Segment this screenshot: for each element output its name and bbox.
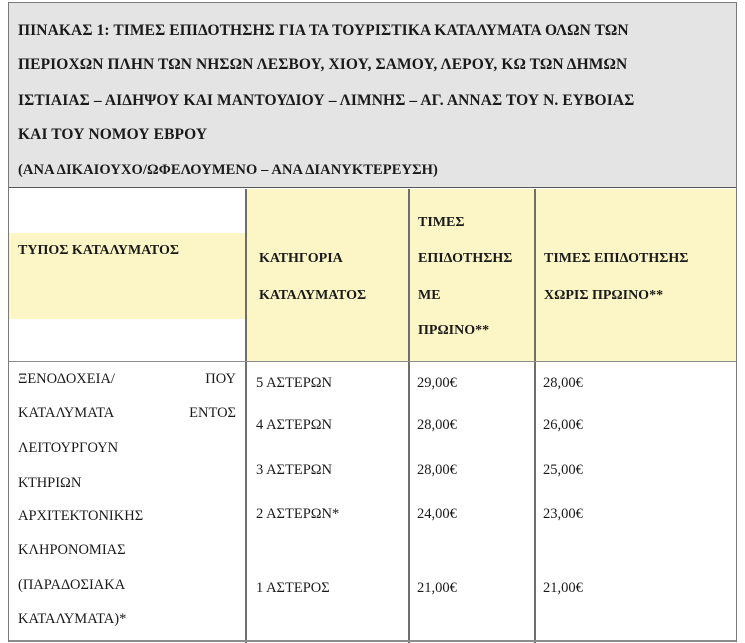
price-without-cell: 25,00€ xyxy=(543,462,583,478)
header-with-line-3: ΜΕ xyxy=(418,288,441,303)
column-divider xyxy=(408,189,410,643)
title-line-1: ΠΙΝΑΚΑΣ 1: ΤΙΜΕΣ ΕΠΙΔΟΤΗΣΗΣ ΓΙΑ ΤΑ ΤΟΥΡΙΣΤΙΚΑ ΚΑΤΑΛΥΜΑΤΑ ΟΛΩΝ ΤΩΝ xyxy=(18,22,629,39)
type-line-3: ΛΕΙΤΟΥΡΓΟΥΝ xyxy=(18,440,119,456)
price-with-cell: 28,00€ xyxy=(417,462,457,478)
title-line-4: ΚΑΙ ΤΟΥ ΝΟΜΟΥ ΕΒΡΟΥ xyxy=(18,126,208,143)
type-line-5: ΑΡΧΙΤΕΚΤΟΝΙΚΗΣ xyxy=(18,508,144,524)
type-word: ΕΝΤΟΣ xyxy=(189,405,236,421)
price-without-cell: 28,00€ xyxy=(543,375,583,391)
price-without-cell: 26,00€ xyxy=(543,417,583,433)
type-word: ΚΑΤΑΛΥΜΑΤΑ xyxy=(18,405,115,421)
subsidy-table xyxy=(8,2,737,642)
title-line-3: ΙΣΤΙΑΙΑΣ – ΑΙΔΗΨΟΥ ΚΑΙ ΜΑΝΤΟΥΔΙΟΥ – ΛΙΜΝΗΣ – ΑΓ. ΑΝΝΑΣ ΤΟΥ Ν. ΕΥΒΟΙΑΣ xyxy=(18,92,635,109)
price-without-cell: 21,00€ xyxy=(543,580,583,596)
header-with-line-2: ΕΠΙΔΟΤΗΣΗΣ xyxy=(418,251,513,266)
price-with-cell: 24,00€ xyxy=(417,506,457,522)
category-cell: 5 ΑΣΤΕΡΩΝ xyxy=(256,375,333,391)
table-title xyxy=(9,3,736,188)
column-divider xyxy=(245,189,247,643)
type-line-7: (ΠΑΡΑΔΟΣΙΑΚΑ xyxy=(18,577,126,593)
category-cell: 3 ΑΣΤΕΡΩΝ xyxy=(256,462,333,478)
header-type-label: ΤΥΠΟΣ ΚΑΤΑΛΥΜΑΤΟΣ xyxy=(18,243,180,258)
header-divider xyxy=(9,361,736,362)
title-line-5: (ΑΝΑ ΔΙΚΑΙΟΥΧΟ/ΩΦΕΛΟΥΜΕΝΟ – ΑΝΑ ΔΙΑΝΥΚΤΕΡΕΥΣΗ) xyxy=(18,162,438,178)
category-cell: 4 ΑΣΤΕΡΩΝ xyxy=(256,417,333,433)
header-without-breakfast xyxy=(536,189,736,361)
price-with-cell: 29,00€ xyxy=(417,375,457,391)
type-line-4: ΚΤΗΡΙΩΝ xyxy=(18,475,82,491)
header-without-line-1: ΤΙΜΕΣ ΕΠΙΔΟΤΗΣΗΣ xyxy=(544,251,689,266)
column-divider xyxy=(534,189,536,643)
header-with-line-4: ΠΡΩΙΝΟ** xyxy=(418,323,490,338)
header-category-line-2: ΚΑΤΑΛΥΜΑΤΟΣ xyxy=(259,288,367,303)
header-type xyxy=(9,189,245,361)
header-category xyxy=(247,189,408,361)
header-without-line-2: ΧΩΡΙΣ ΠΡΩΙΝΟ** xyxy=(544,288,664,303)
type-word: ΠΟΥ xyxy=(205,371,236,387)
type-word: ΞΕΝΟΔΟΧΕΙΑ/ xyxy=(18,371,115,387)
header-category-line-1: ΚΑΤΗΓΟΡΙΑ xyxy=(259,251,343,266)
price-without-cell: 23,00€ xyxy=(543,506,583,522)
price-with-cell: 28,00€ xyxy=(417,417,457,433)
header-with-line-1: ΤΙΜΕΣ xyxy=(418,215,465,230)
type-line-6: ΚΛΗΡΟΝΟΜΙΑΣ xyxy=(18,542,126,558)
category-cell: 2 ΑΣΤΕΡΩΝ* xyxy=(256,506,340,522)
category-cell: 1 ΑΣΤΕΡΟΣ xyxy=(256,580,330,596)
type-line-2 xyxy=(18,405,236,422)
header-with-breakfast xyxy=(410,189,534,361)
type-line-1 xyxy=(18,371,236,388)
type-line-8: ΚΑΤΑΛΥΜΑΤΑ)* xyxy=(18,611,127,627)
price-with-cell: 21,00€ xyxy=(417,580,457,596)
title-line-2: ΠΕΡΙΟΧΩΝ ΠΛΗΝ ΤΩΝ ΝΗΣΩΝ ΛΕΣΒΟΥ, ΧΙΟΥ, ΣΑΜΟΥ, ΛΕΡΟΥ, ΚΩ ΤΩΝ ΔΗΜΩΝ xyxy=(18,56,628,73)
